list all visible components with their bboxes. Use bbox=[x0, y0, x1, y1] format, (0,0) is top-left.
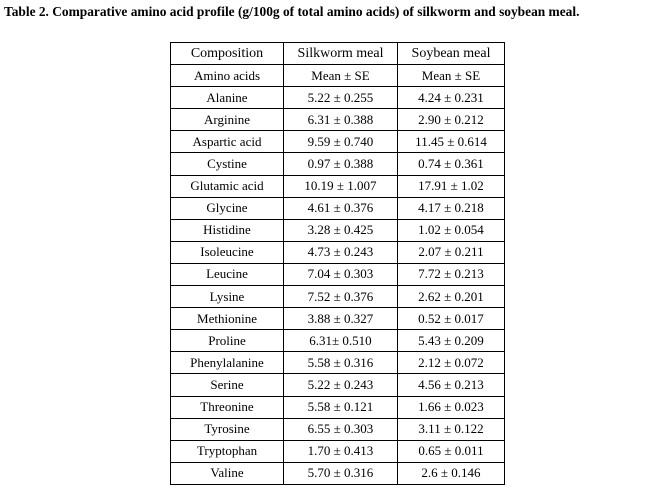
soybean-meal-cell: 2.62 ± 0.201 bbox=[398, 286, 505, 308]
composition-cell: Cystine bbox=[171, 153, 284, 175]
table-row bbox=[171, 87, 505, 109]
table-row bbox=[171, 462, 505, 484]
table-row bbox=[171, 440, 505, 462]
soybean-meal-cell: 11.45 ± 0.614 bbox=[398, 131, 505, 153]
composition-cell: Isoleucine bbox=[171, 241, 284, 263]
table-row bbox=[171, 175, 505, 197]
silkworm-meal-cell: 6.31± 0.510 bbox=[284, 330, 398, 352]
soybean-meal-cell: 0.65 ± 0.011 bbox=[398, 440, 505, 462]
table-row bbox=[171, 286, 505, 308]
header-row bbox=[171, 43, 505, 65]
table-row bbox=[171, 197, 505, 219]
header-composition: Composition bbox=[171, 43, 284, 65]
soybean-meal-cell: 0.52 ± 0.017 bbox=[398, 308, 505, 330]
amino-acid-table bbox=[170, 42, 505, 485]
silkworm-meal-cell: 6.31 ± 0.388 bbox=[284, 109, 398, 131]
soybean-meal-cell: 3.11 ± 0.122 bbox=[398, 418, 505, 440]
table-row bbox=[171, 396, 505, 418]
soybean-meal-cell: 2.12 ± 0.072 bbox=[398, 352, 505, 374]
silkworm-meal-cell: Mean ± SE bbox=[284, 65, 398, 87]
table-row bbox=[171, 65, 505, 87]
soybean-meal-cell: 2.6 ± 0.146 bbox=[398, 462, 505, 484]
composition-cell: Tyrosine bbox=[171, 418, 284, 440]
silkworm-meal-cell: 7.52 ± 0.376 bbox=[284, 286, 398, 308]
table-row bbox=[171, 330, 505, 352]
silkworm-meal-cell: 5.22 ± 0.255 bbox=[284, 87, 398, 109]
soybean-meal-cell: 4.24 ± 0.231 bbox=[398, 87, 505, 109]
silkworm-meal-cell: 4.73 ± 0.243 bbox=[284, 241, 398, 263]
soybean-meal-cell: 2.07 ± 0.211 bbox=[398, 241, 505, 263]
composition-cell: Tryptophan bbox=[171, 440, 284, 462]
silkworm-meal-cell: 5.58 ± 0.316 bbox=[284, 352, 398, 374]
composition-cell: Alanine bbox=[171, 87, 284, 109]
table-row bbox=[171, 374, 505, 396]
header-soybean-meal: Soybean meal bbox=[398, 43, 505, 65]
soybean-meal-cell: 2.90 ± 0.212 bbox=[398, 109, 505, 131]
composition-cell: Methionine bbox=[171, 308, 284, 330]
composition-cell: Glutamic acid bbox=[171, 175, 284, 197]
silkworm-meal-cell: 5.22 ± 0.243 bbox=[284, 374, 398, 396]
composition-cell: Proline bbox=[171, 330, 284, 352]
composition-cell: Phenylalanine bbox=[171, 352, 284, 374]
table-row bbox=[171, 131, 505, 153]
composition-cell: Amino acids bbox=[171, 65, 284, 87]
silkworm-meal-cell: 1.70 ± 0.413 bbox=[284, 440, 398, 462]
composition-cell: Leucine bbox=[171, 263, 284, 285]
composition-cell: Threonine bbox=[171, 396, 284, 418]
composition-cell: Serine bbox=[171, 374, 284, 396]
table-row bbox=[171, 352, 505, 374]
soybean-meal-cell: 0.74 ± 0.361 bbox=[398, 153, 505, 175]
table-row bbox=[171, 418, 505, 440]
header-silkworm-meal: Silkworm meal bbox=[284, 43, 398, 65]
composition-cell: Glycine bbox=[171, 197, 284, 219]
silkworm-meal-cell: 10.19 ± 1.007 bbox=[284, 175, 398, 197]
silkworm-meal-cell: 6.55 ± 0.303 bbox=[284, 418, 398, 440]
soybean-meal-cell: Mean ± SE bbox=[398, 65, 505, 87]
table-body bbox=[171, 65, 505, 485]
soybean-meal-cell: 17.91 ± 1.02 bbox=[398, 175, 505, 197]
soybean-meal-cell: 4.56 ± 0.213 bbox=[398, 374, 505, 396]
soybean-meal-cell: 4.17 ± 0.218 bbox=[398, 197, 505, 219]
table-row bbox=[171, 308, 505, 330]
table-header bbox=[171, 43, 505, 65]
composition-cell: Valine bbox=[171, 462, 284, 484]
composition-cell: Aspartic acid bbox=[171, 131, 284, 153]
composition-cell: Histidine bbox=[171, 219, 284, 241]
soybean-meal-cell: 1.02 ± 0.054 bbox=[398, 219, 505, 241]
composition-cell: Lysine bbox=[171, 286, 284, 308]
soybean-meal-cell: 7.72 ± 0.213 bbox=[398, 263, 505, 285]
table-row bbox=[171, 219, 505, 241]
silkworm-meal-cell: 0.97 ± 0.388 bbox=[284, 153, 398, 175]
silkworm-meal-cell: 9.59 ± 0.740 bbox=[284, 131, 398, 153]
table-row bbox=[171, 263, 505, 285]
table-row bbox=[171, 109, 505, 131]
table-row bbox=[171, 153, 505, 175]
silkworm-meal-cell: 3.28 ± 0.425 bbox=[284, 219, 398, 241]
silkworm-meal-cell: 3.88 ± 0.327 bbox=[284, 308, 398, 330]
silkworm-meal-cell: 7.04 ± 0.303 bbox=[284, 263, 398, 285]
silkworm-meal-cell: 5.58 ± 0.121 bbox=[284, 396, 398, 418]
soybean-meal-cell: 1.66 ± 0.023 bbox=[398, 396, 505, 418]
silkworm-meal-cell: 4.61 ± 0.376 bbox=[284, 197, 398, 219]
soybean-meal-cell: 5.43 ± 0.209 bbox=[398, 330, 505, 352]
composition-cell: Arginine bbox=[171, 109, 284, 131]
table-row bbox=[171, 241, 505, 263]
silkworm-meal-cell: 5.70 ± 0.316 bbox=[284, 462, 398, 484]
table-caption: Table 2. Comparative amino acid profile (g/100g of total amino acids) of silkworm and soybean meal. bbox=[4, 4, 580, 19]
